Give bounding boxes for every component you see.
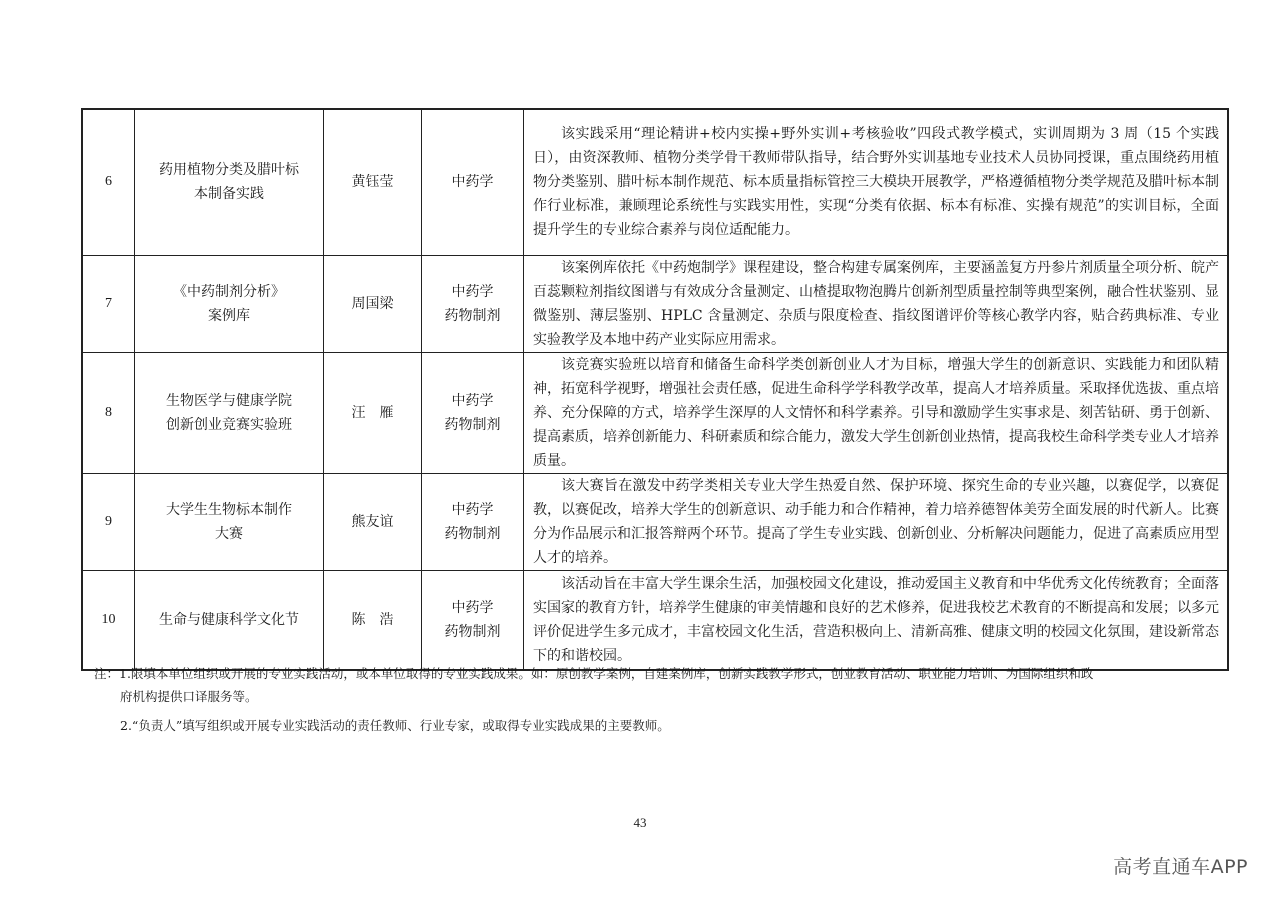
major-line: 药物制剂	[444, 307, 501, 324]
major	[422, 570, 524, 670]
table-notes	[94, 662, 1224, 737]
major-line: 中药学	[451, 283, 494, 300]
activity-name	[135, 570, 324, 670]
major-line: 中药学	[451, 599, 494, 616]
activity-name	[135, 473, 324, 570]
major	[422, 473, 524, 570]
major-line: 中药学	[451, 174, 494, 191]
description-text: 该案例库依托《中药炮制学》课程建设，整合构建专属案例库，主要涵盖复方丹参片剂质量全项分析、皖产百蕊颗粒剂指纹图谱与有效成分含量测定、山楂提取物泡腾片创新剂型质量控制等典型案例，融合性状鉴别、显微鉴别、薄层鉴别、HPLC 含量测定、杂质与限度检查、指纹图谱评价等核心教学内容，贴合药典标准、专业实验教学及本地中药产业实际应用需求。	[533, 259, 1219, 348]
activity-name-line: 《中药制剂分析》	[173, 283, 285, 300]
major-line: 药物制剂	[444, 416, 501, 433]
activity-name-line: 大赛	[215, 525, 243, 542]
major-line: 药物制剂	[444, 525, 501, 542]
activity-name	[135, 109, 324, 255]
row-number: 7	[82, 255, 135, 352]
activity-name-line: 案例库	[208, 307, 250, 324]
row-number: 9	[82, 473, 135, 570]
major-line: 中药学	[451, 392, 494, 409]
activity-name	[135, 255, 324, 352]
activity-name	[135, 352, 324, 473]
note-1-line-1: 注：1.限填本单位组织或开展的专业实践活动，或本单位取得的专业实践成果。如：原创教学案例，自建案例库，创新实践教学形式，创业教育活动、职业能力培训、为国际组织和政	[94, 666, 1094, 681]
activity-name-line: 创新创业竞赛实验班	[166, 416, 292, 433]
person-in-charge: 周国梁	[324, 255, 422, 352]
activity-description	[524, 352, 1229, 473]
major-line: 药物制剂	[444, 623, 501, 640]
description-text: 该竞赛实验班以培育和储备生命科学类创新创业人才为目标，增强大学生的创新意识、实践能力和团队精神，拓宽科学视野，增强社会责任感，促进生命科学学科教学改革，提高人才培养质量。采取择优选拔、重点培养、充分保障的方式，培养学生深厚的人文情怀和科学素养。引导和激励学生实事求是、刻苦钻研、勇于创新、提高素质，培养创新能力、科研素质和综合能力，激发大学生创新创业热情，提高我校生命科学类专业人才培养质量。	[533, 356, 1219, 469]
description-text: 该活动旨在丰富大学生课余生活，加强校园文化建设，推动爱国主义教育和中华优秀文化传统教育；全面落实国家的教育方针，培养学生健康的审美情趣和良好的艺术修养，促进我校艺术教育的不断提高和发展；以多元评价促进学生多元成才，丰富校园文化生活，营造积极向上、清新高雅、健康文明的校园文化氛围，建设新常态下的和谐校园。	[533, 575, 1219, 664]
major	[422, 109, 524, 255]
activity-name-line: 药用植物分类及腊叶标	[159, 162, 299, 179]
activity-description	[524, 570, 1229, 670]
activity-name-line: 大学生生物标本制作	[166, 501, 292, 518]
watermark: 高考直通车APP	[1113, 856, 1248, 878]
person-in-charge: 熊友谊	[324, 473, 422, 570]
table-row	[82, 255, 1228, 352]
page-number: 43	[633, 815, 647, 830]
table-row	[82, 109, 1228, 255]
activity-description	[524, 109, 1229, 255]
major	[422, 352, 524, 473]
table-row	[82, 473, 1228, 570]
activity-name-line: 本制备实践	[194, 186, 264, 203]
table-row	[82, 570, 1228, 670]
description-text: 该实践采用“理论精讲+校内实操+野外实训+考核验收”四段式教学模式，实训周期为 3 周（15 个实践日），由资深教师、植物分类学骨干教师带队指导，结合野外实训基地专业技术人员协同授课，重点围绕药用植物分类鉴别、腊叶标本制作规范、标本质量指标管控三大模块开展教学，严格遵循植物分类学规范及腊叶标本制作行业标准，兼顾理论系统性与实践实用性，实现“分类有依据、标本有标准、实操有规范”的实训目标，全面提升学生的专业综合素养与岗位适配能力。	[533, 126, 1219, 239]
table-row	[82, 352, 1228, 473]
description-text: 该大赛旨在激发中药学类相关专业大学生热爱自然、保护环境、探究生命的专业兴趣，以赛促学，以赛促教，以赛促改，培养大学生的创新意识、动手能力和合作精神，着力培养德智体美劳全面发展的时代新人。比赛分为作品展示和汇报答辩两个环节。提高了学生专业实践、创新创业、分析解决问题能力，促进了高素质应用型人才的培养。	[533, 477, 1219, 566]
practice-activities-table	[81, 108, 1229, 671]
major-line: 中药学	[451, 501, 494, 518]
activity-description	[524, 255, 1229, 352]
activity-description	[524, 473, 1229, 570]
row-number: 8	[82, 352, 135, 473]
row-number: 10	[82, 570, 135, 670]
note-2: 2.“负责人”填写组织或开展专业实践活动的责任教师、行业专家，或取得专业实践成果的主要教师。	[120, 718, 670, 733]
activity-name-line: 生命与健康科学文化节	[159, 611, 299, 628]
person-in-charge: 黄钰莹	[324, 109, 422, 255]
activity-name-line: 生物医学与健康学院	[166, 392, 292, 409]
note-1-line-2: 府机构提供口译服务等。	[120, 689, 258, 704]
person-in-charge: 汪 雁	[324, 352, 422, 473]
person-in-charge: 陈 浩	[324, 570, 422, 670]
row-number: 6	[82, 109, 135, 255]
major	[422, 255, 524, 352]
